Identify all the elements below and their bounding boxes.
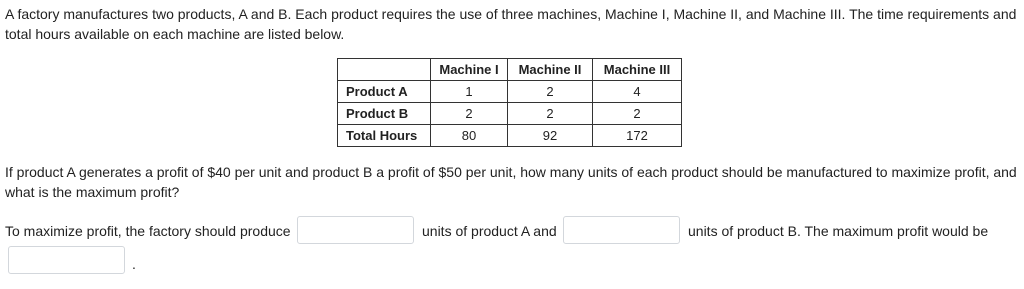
table-cell: 80: [431, 125, 508, 147]
table-row-total-hours: [338, 125, 682, 147]
table-cell: 92: [508, 125, 593, 147]
problem-intro: A factory manufactures two products, A and B. Each product requires the use of three machines, Machine I, Machine II, and Machine III. The time requirements and total hours available on each machine are listed below.: [5, 6, 1017, 42]
units-product-b-input[interactable]: [563, 216, 680, 244]
units-product-a-input[interactable]: [297, 216, 414, 244]
table-cell: 172: [593, 125, 682, 147]
row-label: Product A: [338, 81, 431, 103]
table-cell: 2: [593, 103, 682, 125]
answer-suffix-text: units of product B. The maximum profit would be: [688, 223, 989, 239]
table-cell: 2: [508, 103, 593, 125]
table-cell: 2: [431, 103, 508, 125]
row-label: Total Hours: [338, 125, 431, 147]
machine-time-table: [337, 58, 682, 147]
table-cell: 1: [431, 81, 508, 103]
table-header-machine-2: Machine II: [508, 59, 593, 81]
table-cell: 2: [508, 81, 593, 103]
answer-mid-text: units of product A and: [422, 223, 557, 239]
table-row-product-b: [338, 103, 682, 125]
row-label: Product B: [338, 103, 431, 125]
answer-period: .: [132, 256, 136, 272]
table-cell: 4: [593, 81, 682, 103]
table-header-row: [338, 59, 682, 81]
table-row-product-a: [338, 81, 682, 103]
table-header-machine-1: Machine I: [431, 59, 508, 81]
answer-prefix-text: To maximize profit, the factory should produce: [5, 223, 291, 239]
problem-question: If product A generates a profit of $40 per unit and product B a profit of $50 per unit, how many units of each product should be manufactured to maximize profit, and what is the maximum profit?: [5, 164, 1017, 200]
max-profit-input[interactable]: [8, 246, 125, 274]
table-header-blank: [338, 59, 431, 81]
table-header-machine-3: Machine III: [593, 59, 682, 81]
